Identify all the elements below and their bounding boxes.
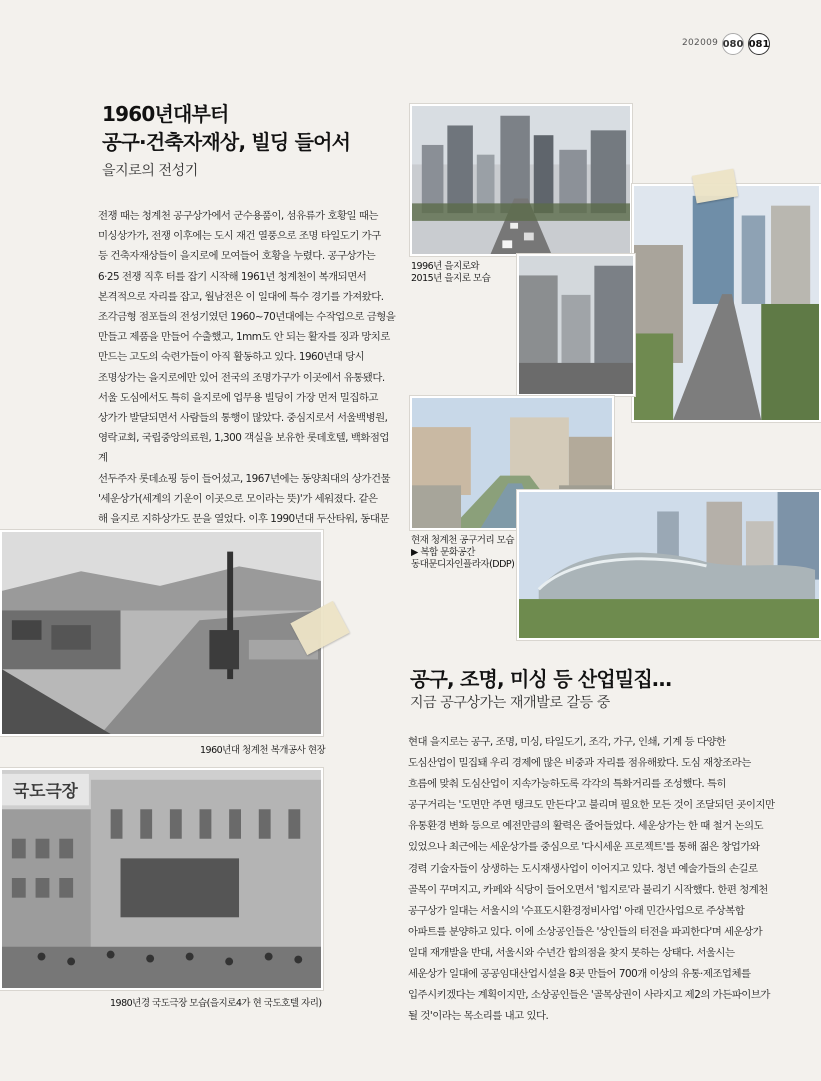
photo-street-2015 xyxy=(632,184,821,422)
theater-sign: 국도극장 xyxy=(13,780,78,801)
photo-theater-1980 xyxy=(0,768,323,990)
section2-body: 현대 을지로는 공구, 조명, 미싱, 타일도기, 조각, 가구, 인쇄, 기계 등 다양한 도심산업이 밀집돼 우리 경제에 많은 비중과 자리를 점유해왔다. 도심 재창조라는 흐름에 맞춰 도심산업이 지속가능하도록 각각의 특화거리를 조성했다. 특히 공구거리는 '도면만 주면 탱크도 만든다'고 불리며 필요한 모든 것이 조달되던 곳이지만 유통환경 변화 등으로 예전만큼의 활력은 줄어들었다. 세운상가는 한 때 철거 논의도 있었으나 최근에는 세운상가를 중심으로 '다시세운 프로젝트'를 통해 젊은 창업가와 경력 기술자들이 상생하는 도시재생사업이 이어지고 있다. 청년 예술가들의 손길로 골목이 꾸며지고, 카페와 식당이 들어오면서 '힙지로'라 불리기 시작했다. 한편 청계천 공구상가 일대는 서울시의 '수표도시환경정비사업' 아래 민간사업으로 주상복합 아파트를 분양하고 있다. 이에 소상공인들은 '상인들의 터전을 파괴한다'며 세운상가 일대 재개발을 반대, 서울시와 수년간 합의점을 찾지 못하는 상태다. 서울시는 세운상가 일대에 공공임대산업시설을 8곳 만들어 700개 이상의 유통·제조업체를 입주시키겠다는 계획이지만, 소상공인들은 '골목상권이 사라지고 제2의 가든파이브가 될 것'이라는 목소리를 내고 있다. xyxy=(408,736,775,1023)
photo-construction-1960s xyxy=(0,530,323,736)
photo-ddp xyxy=(517,490,821,640)
caption-theater: 1980년경 국도극장 모습(을지로4가 현 국도호텔 자리) xyxy=(110,998,322,1009)
caption-cheonggye-ddp: 현재 청계천 공구거리 모습 ▶ 복합 문화공간 동대문디자인플라자(DDP) xyxy=(411,535,515,570)
section2-title: 공구, 조명, 미싱 등 산업밀집… xyxy=(410,667,672,691)
section1-title-line1: 1960년대부터 xyxy=(102,102,229,126)
section1-title-line2: 공구·건축자재상, 빌딩 들어서 xyxy=(102,130,351,154)
caption-street: 1996년 을지로와 2015년 을지로 모습 xyxy=(411,261,491,284)
section1-subtitle: 을지로의 전성기 xyxy=(102,163,198,179)
section1-title xyxy=(102,100,402,156)
page-number-right: 081 xyxy=(748,33,770,55)
section2-subtitle: 지금 공구상가는 재개발로 갈등 중 xyxy=(410,695,610,711)
caption-construction: 1960년대 청계천 복개공사 현장 xyxy=(200,745,326,756)
issue-date: 202009 xyxy=(682,38,719,48)
page-number-left: 080 xyxy=(722,33,744,55)
photo-street-middle xyxy=(517,254,635,396)
section1-body: 전쟁 때는 청계천 공구상가에서 군수용품이, 섬유류가 호황일 때는 미싱상가가, 전쟁 이후에는 도시 재건 열풍으로 조명 타일도기 가구 등 건축자재상들이 을지로에 모여들어 호황을 누렸다. 공구상가는 6·25 전쟁 직후 터를 잡기 시작해 1961년 청계천이 복개되면서 본격적으로 자리를 잡고, 월남전은 이 일대에 특수 경기를 가져왔다. 조각금형 점포들의 전성기였던 1960~70년대에는 수작업으로 금형을 만들고 제품을 만들어 수출했고, 1mm도 안 되는 활자를 징과 망치로 만드는 고도의 숙련가들이 아직 활동하고 있다. 1960년대 당시 조명상가는 을지로에만 있어 전국의 조명가구가 이곳에서 유통됐다. 서울 도심에서도 특히 을지로에 업무용 빌딩이 가장 먼저 밀집하고 상가가 발달되면서 사람들의 통행이 많았다. 중심지로서 서울백병원, 영락교회, 국립중앙의료원, 1,300 객실을 보유한 롯데호텔, 백화점업계 선두주자 롯데쇼핑 등이 들어섰고, 1967년에는 동양최대의 상가건물 '세운상가(세계의 기운이 이곳으로 모이라는 뜻)'가 세워졌다. 같은 해 을지로 지하상가도 문을 열었다. 이후 1990년대 두산타워, 동대문 xyxy=(98,210,396,526)
photo-street-1996 xyxy=(410,104,632,256)
